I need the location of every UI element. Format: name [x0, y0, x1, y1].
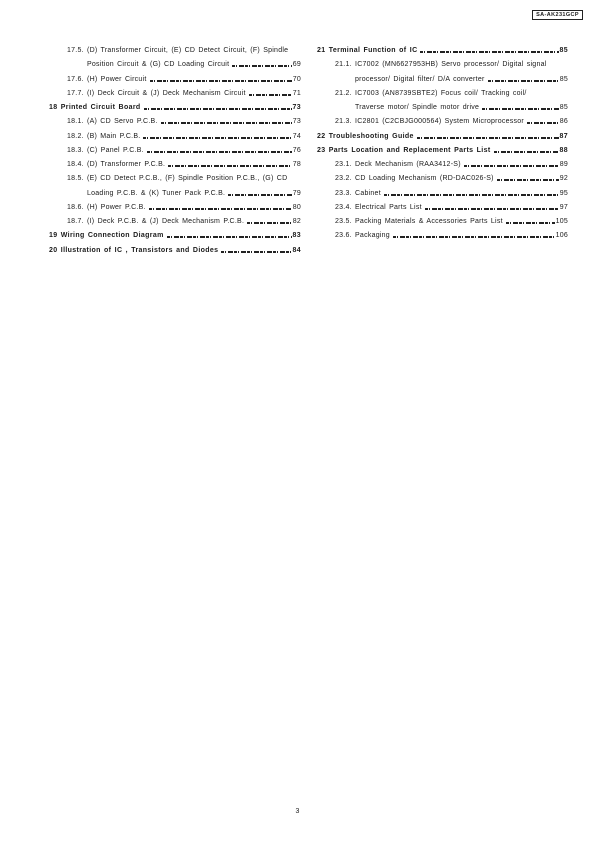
toc-entry[interactable]: [49, 101, 301, 115]
toc-entry-title: 18.7. (I) Deck P.C.B. & (J) Deck Mechanism P.C.B.: [67, 218, 245, 226]
toc-dot-leader: [393, 236, 555, 238]
toc-entry[interactable]: [49, 144, 301, 158]
toc-entry-title: 18.2. (B) Main P.C.B.: [67, 132, 141, 140]
toc-entry-title: 23.2. CD Loading Mechanism (RD-DAC026-S): [335, 175, 494, 183]
toc-dot-leader: [149, 208, 292, 210]
toc-entry[interactable]: [49, 187, 301, 201]
toc-entry-title: 23.1. Deck Mechanism (RAA3412-S): [335, 161, 461, 169]
toc-entry-page: 92: [559, 175, 568, 183]
toc-entry-title: Position Circuit & (G) CD Loading Circuit: [87, 61, 230, 69]
toc-entry[interactable]: [317, 44, 568, 58]
toc-dot-leader: [228, 194, 292, 196]
toc-entry[interactable]: [317, 58, 568, 72]
toc-entry[interactable]: [49, 73, 301, 87]
toc-dot-leader: [417, 137, 559, 139]
toc-dot-leader: [497, 179, 559, 181]
toc-entry[interactable]: [49, 229, 301, 243]
toc-entry[interactable]: [317, 187, 568, 201]
toc-dot-leader: [232, 65, 291, 67]
toc-entry[interactable]: [49, 244, 301, 258]
toc-entry-title: processor/ Digital filter/ D/A converter: [355, 75, 485, 83]
toc-dot-leader: [167, 236, 292, 238]
toc-entry-title: 23.5. Packing Materials & Accessories Parts List: [335, 218, 503, 226]
toc-entry-page: 78: [292, 161, 301, 169]
toc-entry-page: 76: [292, 146, 301, 154]
toc-entry-page: 69: [292, 61, 301, 69]
toc-entry-title: Loading P.C.B. & (K) Tuner Pack P.C.B.: [87, 189, 226, 197]
toc-entry-page: 86: [559, 118, 568, 126]
toc-entry-page: 85: [559, 104, 568, 112]
toc-right-column: [317, 44, 568, 244]
toc-dot-leader: [247, 222, 292, 224]
toc-entry-title: 18 Printed Circuit Board: [49, 104, 141, 112]
toc-entry-title: 23.3. Cabinet: [335, 189, 381, 197]
toc-dot-leader: [420, 51, 558, 53]
toc-entry-title: 21.1. IC7002 (MN6627953HB) Servo processor/ Digital signal: [335, 61, 547, 69]
toc-entry-title: 23.6. Packaging: [335, 232, 390, 240]
toc-entry-title: 23.4. Electrical Parts List: [335, 203, 422, 211]
toc-entry-title: 21.2. IC7003 (AN8739SBTE2) Focus coil/ Tracking coil/: [335, 89, 527, 97]
toc-entry-title: 18.3. (C) Panel P.C.B.: [67, 146, 144, 154]
toc-dot-leader: [168, 165, 292, 167]
toc-entry-title: 20 Illustration of IC , Transistors and Diodes: [49, 246, 219, 254]
toc-dot-leader: [143, 137, 291, 139]
toc-dot-leader: [488, 80, 559, 82]
toc-entry-page: 105: [555, 218, 568, 226]
toc-entry[interactable]: [49, 130, 301, 144]
toc-entry-page: 80: [292, 203, 301, 211]
toc-entry-title: 18.6. (H) Power P.C.B.: [67, 203, 146, 211]
toc-entry[interactable]: [49, 58, 301, 72]
toc-entry-page: 106: [555, 232, 568, 240]
toc-dot-leader: [147, 151, 292, 153]
toc-entry-page: 85: [559, 75, 568, 83]
toc-entry[interactable]: [317, 130, 568, 144]
toc-dot-leader: [425, 208, 559, 210]
toc-entry[interactable]: [317, 115, 568, 129]
toc-entry-title: 17.7. (I) Deck Circuit & (J) Deck Mechanism Circuit: [67, 89, 246, 97]
toc-entry-title: Traverse motor/ Spindle motor drive: [355, 104, 480, 112]
toc-entry-page: 85: [559, 47, 568, 55]
toc-entry-page: 73: [292, 104, 301, 112]
toc-entry-title: 23 Parts Location and Replacement Parts List: [317, 146, 491, 154]
toc-dot-leader: [506, 222, 555, 224]
toc-entry-page: 82: [292, 218, 301, 226]
toc-dot-leader: [161, 122, 292, 124]
toc-entry[interactable]: [317, 144, 568, 158]
toc-dot-leader: [384, 194, 559, 196]
toc-dot-leader: [464, 165, 559, 167]
toc-entry-page: 74: [292, 132, 301, 140]
toc-entry[interactable]: [49, 172, 301, 186]
toc-entry[interactable]: [49, 158, 301, 172]
toc-entry-page: 97: [559, 203, 568, 211]
toc-entry[interactable]: [317, 87, 568, 101]
toc-entry[interactable]: [317, 229, 568, 243]
toc-entry-page: 89: [559, 161, 568, 169]
toc-dot-leader: [150, 80, 292, 82]
toc-entry-title: 18.4. (D) Transformer P.C.B.: [67, 161, 166, 169]
toc-dot-leader: [249, 94, 292, 96]
toc-entry-page: 95: [559, 189, 568, 197]
toc-dot-leader: [482, 108, 559, 110]
toc-dot-leader: [221, 251, 291, 253]
toc-entry[interactable]: [49, 115, 301, 129]
toc-entry-page: 87: [559, 132, 568, 140]
toc-entry-title: 21.3. IC2801 (C2CBJG000564) System Microprocessor: [335, 118, 524, 126]
toc-entry-page: 70: [292, 75, 301, 83]
toc-entry-title: 22 Troubleshooting Guide: [317, 132, 414, 140]
model-number-label: SA-AK231GCP: [532, 10, 583, 20]
toc-entry-page: 73: [292, 118, 301, 126]
toc-entry[interactable]: [317, 73, 568, 87]
toc-entry[interactable]: [49, 215, 301, 229]
toc-entry-page: 88: [559, 146, 568, 154]
toc-entry-title: 18.1. (A) CD Servo P.C.B.: [67, 118, 158, 126]
toc-entry[interactable]: [49, 87, 301, 101]
toc-entry[interactable]: [317, 201, 568, 215]
toc-entry-page: 83: [292, 232, 301, 240]
toc-entry-title: 19 Wiring Connection Diagram: [49, 232, 164, 240]
toc-left-column: [49, 44, 301, 258]
toc-dot-leader: [494, 151, 559, 153]
toc-entry-title: 17.5. (D) Transformer Circuit, (E) CD Detect Circuit, (F) Spindle: [67, 47, 289, 55]
toc-entry[interactable]: [317, 101, 568, 115]
toc-entry[interactable]: [49, 201, 301, 215]
toc-entry-title: 18.5. (E) CD Detect P.C.B., (F) Spindle Position P.C.B., (G) CD: [67, 175, 288, 183]
toc-entry-page: 84: [292, 246, 301, 254]
page-number: 3: [295, 808, 300, 815]
toc-entry[interactable]: [317, 215, 568, 229]
toc-entry-title: 21 Terminal Function of IC: [317, 47, 418, 55]
toc-entry-page: 79: [292, 189, 301, 197]
toc-dot-leader: [527, 122, 559, 124]
toc-entry-title: 17.6. (H) Power Circuit: [67, 75, 147, 83]
toc-entry[interactable]: [49, 44, 301, 58]
toc-entry[interactable]: [317, 158, 568, 172]
toc-entry[interactable]: [317, 172, 568, 186]
toc-entry-page: 71: [292, 89, 301, 97]
toc-dot-leader: [144, 108, 292, 110]
